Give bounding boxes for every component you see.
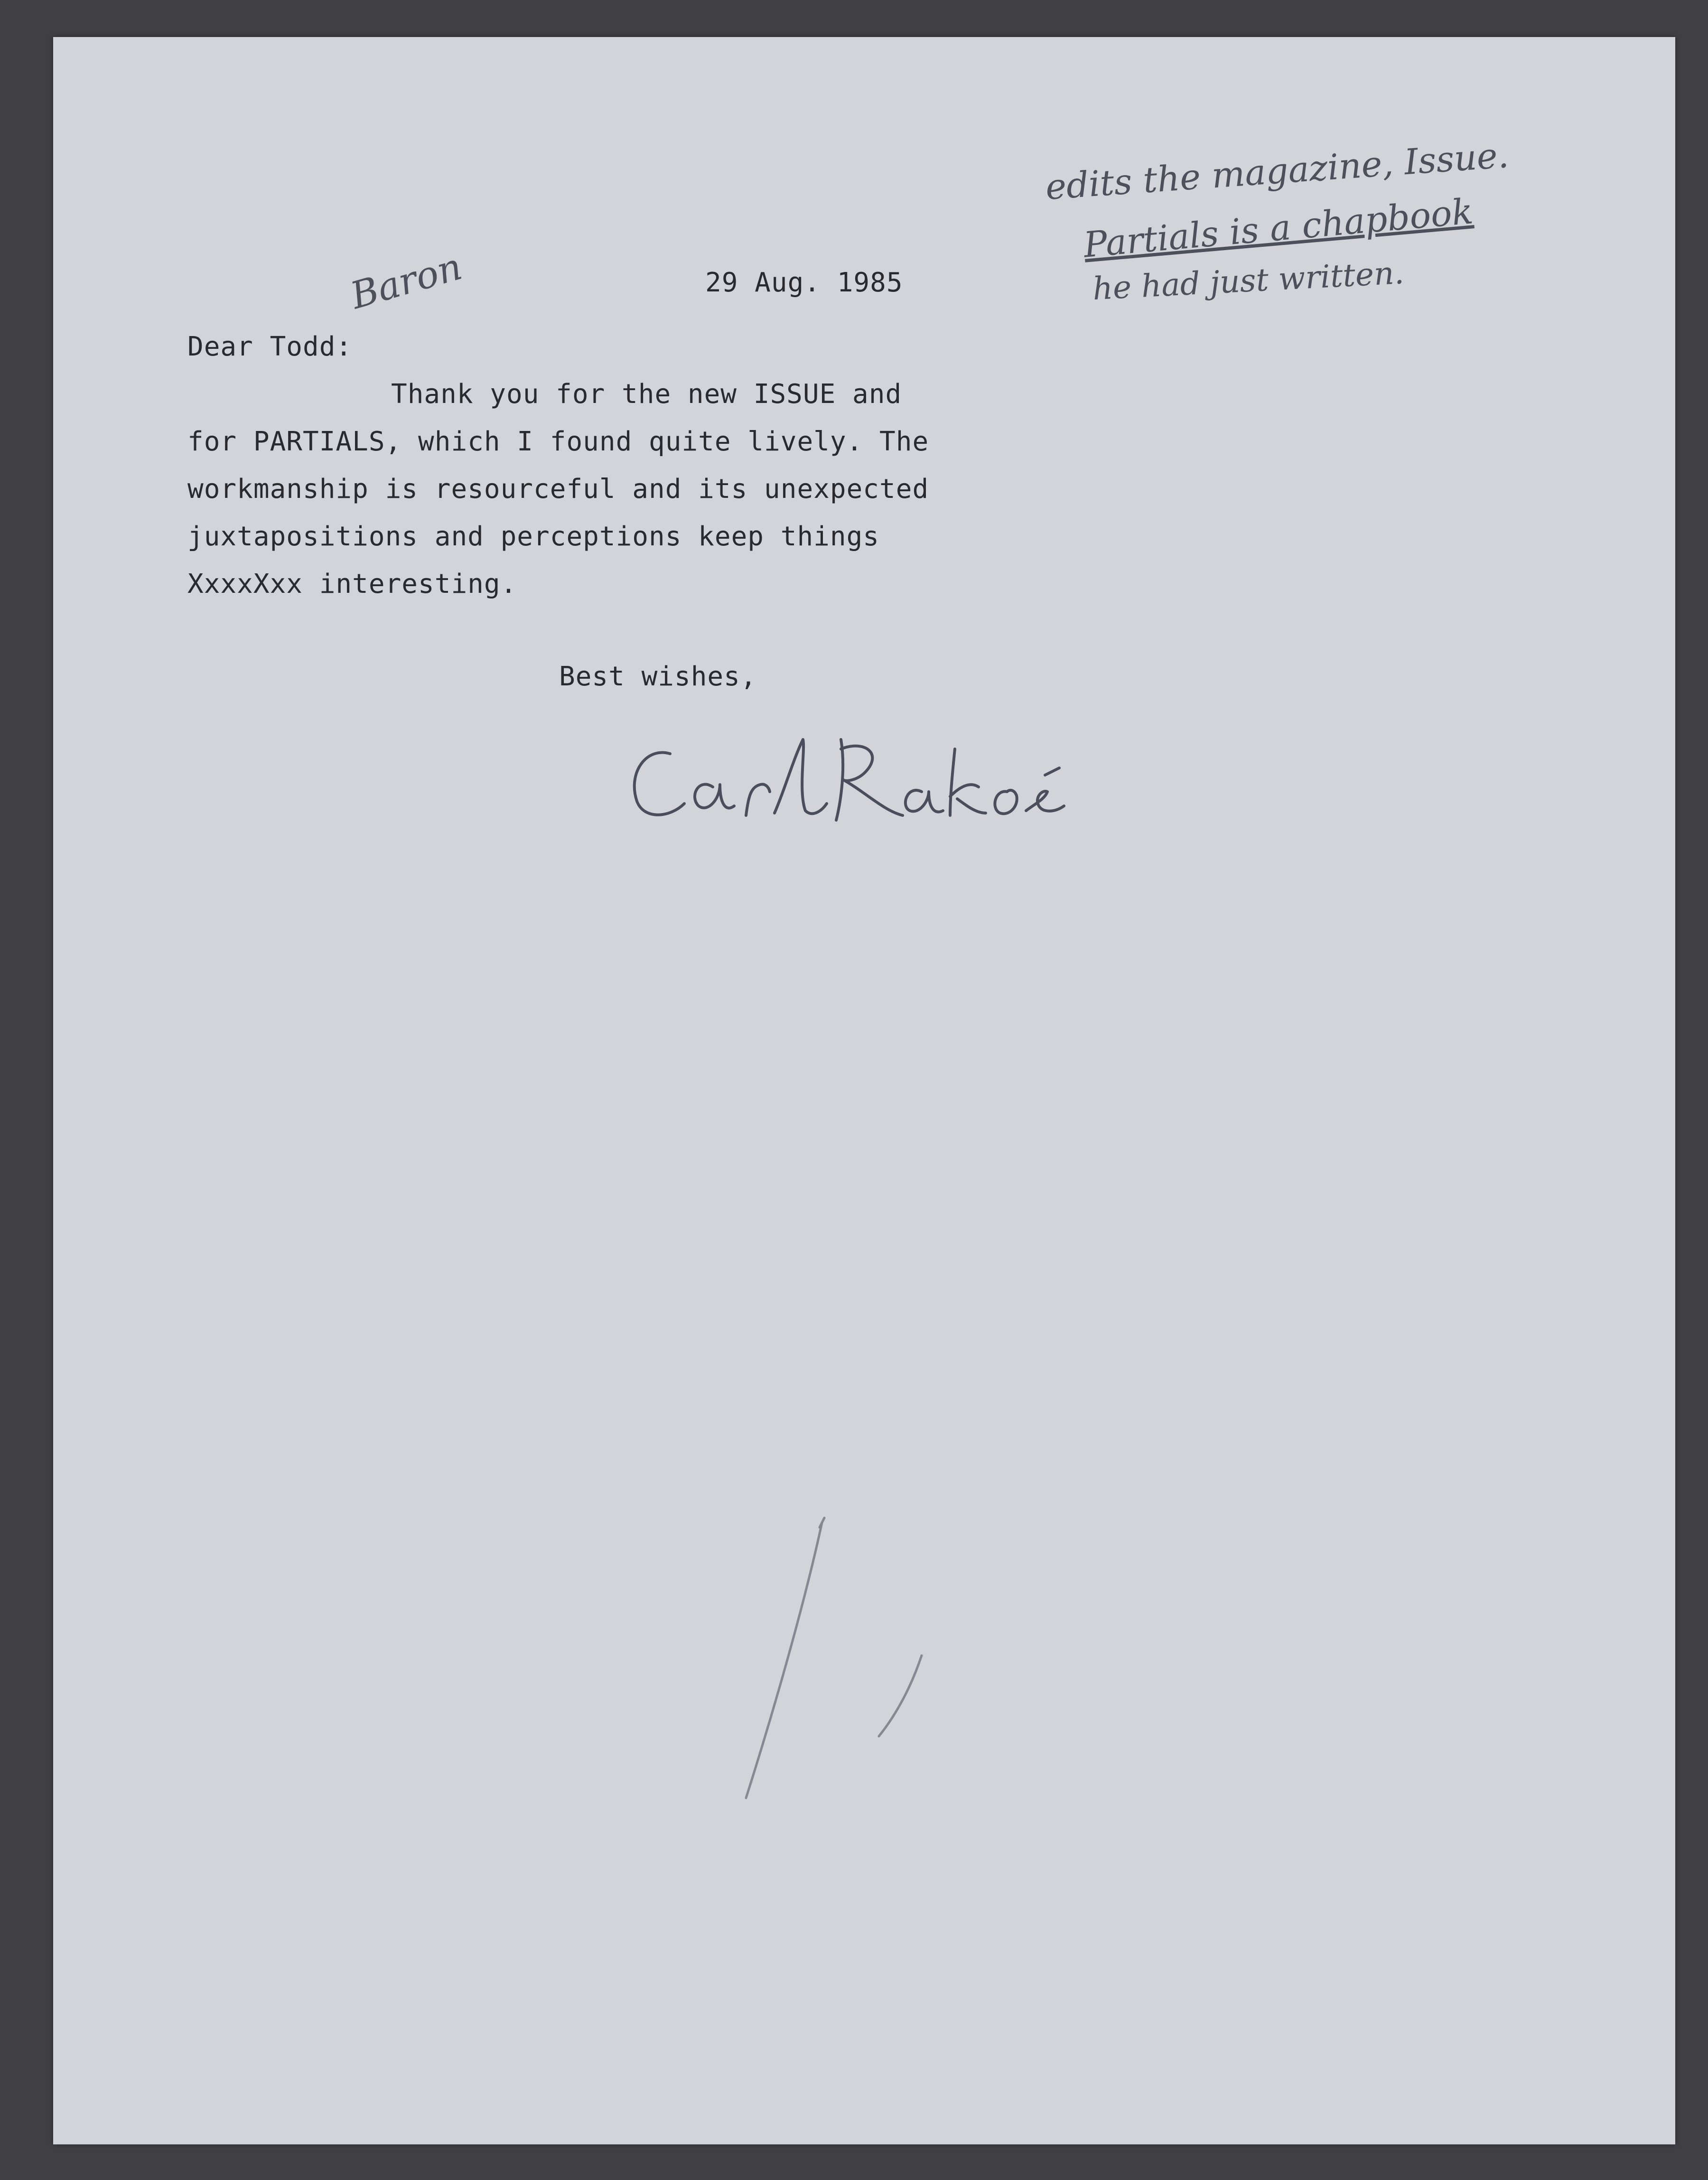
handwritten-surname-note: Baron — [346, 245, 467, 318]
letter-body-line-1: Thank you for the new ISSUE and — [391, 379, 902, 410]
handwritten-margin-note-line-3: he had just written. — [1092, 254, 1405, 308]
letter-body-line-2: for PARTIALS, which I found quite lively. The — [187, 426, 929, 457]
handwritten-signature — [618, 720, 1083, 839]
letter-closing: Best wishes, — [559, 661, 757, 692]
letter-body-line-4: juxtapositions and perceptions keep things — [187, 521, 880, 552]
letter-date: 29 Aug. 1985 — [705, 267, 903, 298]
letter-salutation: Dear Todd: — [187, 331, 353, 362]
handwritten-margin-note-line-1: edits the magazine, Issue. — [1044, 134, 1510, 208]
letter-page — [53, 37, 1675, 2144]
handwritten-margin-note-line-2: Partials is a chapbook — [1082, 191, 1475, 266]
letter-body-line-3: workmanship is resourceful and its unexpected — [187, 474, 929, 505]
pencil-stray-marks — [737, 1513, 936, 1817]
letter-body-line-5: XxxxXxx interesting. — [187, 569, 517, 599]
